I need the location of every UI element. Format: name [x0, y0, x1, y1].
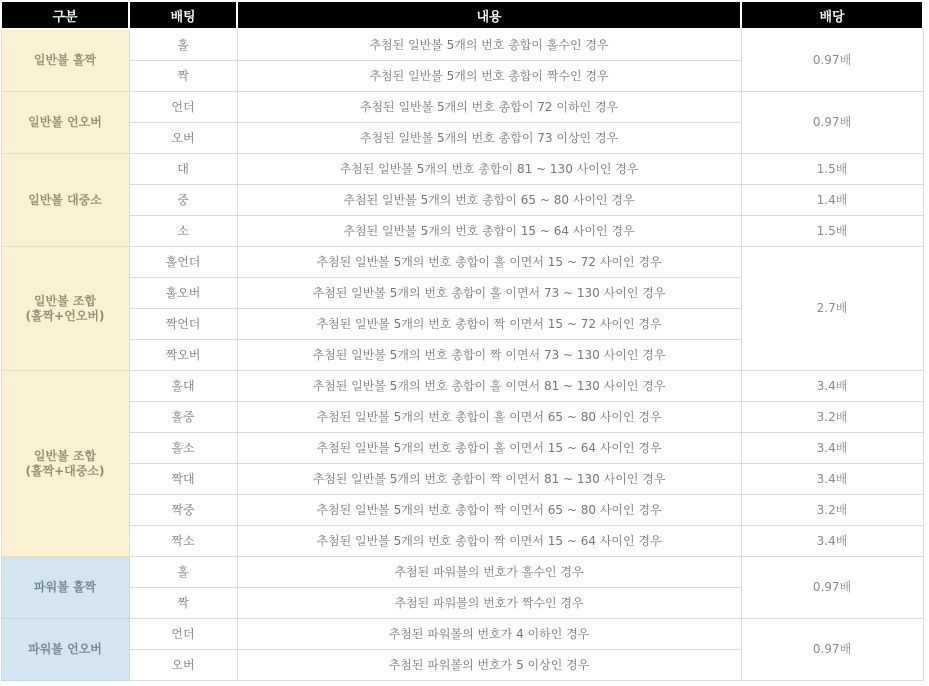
table-row	[1, 185, 923, 216]
table-row	[1, 495, 923, 526]
payout-cell: 1.5배	[741, 216, 923, 247]
table-header-row	[1, 1, 923, 29]
bet-cell: 홀소	[129, 433, 237, 464]
table-row	[1, 154, 923, 185]
header-description: 내용	[237, 1, 741, 29]
payout-cell: 2.7배	[741, 247, 923, 371]
payout-cell: 3.4배	[741, 526, 923, 557]
table-row	[1, 371, 923, 402]
description-cell: 추첨된 일반볼 5개의 번호 총합이 짝 이면서 15 ~ 64 사이인 경우	[237, 526, 741, 557]
category-label: 일반볼 홀짝	[33, 53, 97, 67]
bet-cell: 언더	[129, 92, 237, 123]
bet-cell: 소	[129, 216, 237, 247]
bet-cell: 언더	[129, 619, 237, 650]
category-label: 파워볼 언오버	[28, 642, 102, 656]
bet-cell: 짝	[129, 588, 237, 619]
category-cell	[1, 619, 129, 681]
bet-cell: 오버	[129, 123, 237, 154]
payout-cell: 0.97배	[741, 92, 923, 154]
payout-cell: 0.97배	[741, 29, 923, 92]
payout-cell: 1.5배	[741, 154, 923, 185]
description-cell: 추첨된 일반볼 5개의 번호 총합이 홀 이면서 81 ~ 130 사이인 경우	[237, 371, 741, 402]
bet-cell: 짝대	[129, 464, 237, 495]
bet-cell: 짝언더	[129, 309, 237, 340]
category-label: 파워볼 홀짝	[33, 580, 97, 594]
bet-cell: 짝오버	[129, 340, 237, 371]
description-cell: 추첨된 일반볼 5개의 번호 총합이 15 ~ 64 사이인 경우	[237, 216, 741, 247]
category-label: 일반볼 조합	[33, 293, 97, 308]
payout-cell: 3.4배	[741, 371, 923, 402]
description-cell: 추첨된 파워볼의 번호가 홀수인 경우	[237, 557, 741, 588]
table-row	[1, 216, 923, 247]
description-cell: 추첨된 일반볼 5개의 번호 총합이 홀 이면서 73 ~ 130 사이인 경우	[237, 278, 741, 309]
table-row	[1, 92, 923, 123]
category-label-line2: (홀짝+언오버)	[25, 308, 105, 323]
description-cell: 추첨된 일반볼 5개의 번호 총합이 홀 이면서 15 ~ 64 사이인 경우	[237, 433, 741, 464]
header-payout: 배당	[741, 1, 923, 29]
payout-cell: 3.2배	[741, 495, 923, 526]
description-cell: 추첨된 일반볼 5개의 번호 총합이 짝 이면서 81 ~ 130 사이인 경우	[237, 464, 741, 495]
bet-cell: 홀대	[129, 371, 237, 402]
description-cell: 추첨된 파워볼의 번호가 짝수인 경우	[237, 588, 741, 619]
payout-cell: 1.4배	[741, 185, 923, 216]
bet-cell: 홀언더	[129, 247, 237, 278]
description-cell: 추첨된 파워볼의 번호가 5 이상인 경우	[237, 650, 741, 681]
table-row	[1, 619, 923, 650]
description-cell: 추첨된 일반볼 5개의 번호 총합이 짝 이면서 15 ~ 72 사이인 경우	[237, 309, 741, 340]
description-cell: 추첨된 일반볼 5개의 번호 총합이 73 이상인 경우	[237, 123, 741, 154]
bet-cell: 오버	[129, 650, 237, 681]
category-label: 일반볼 대중소	[28, 192, 102, 207]
category-cell	[1, 247, 129, 371]
bet-cell: 짝	[129, 61, 237, 92]
category-label: 일반볼 언오버	[28, 115, 102, 129]
description-cell: 추첨된 일반볼 5개의 번호 총합이 짝 이면서 65 ~ 80 사이인 경우	[237, 495, 741, 526]
description-cell: 추첨된 파워볼의 번호가 4 이하인 경우	[237, 619, 741, 650]
category-cell	[1, 371, 129, 557]
payout-cell: 3.4배	[741, 464, 923, 495]
bet-cell: 짝중	[129, 495, 237, 526]
header-category: 구분	[1, 1, 129, 29]
table-row	[1, 433, 923, 464]
category-cell	[1, 29, 129, 92]
payout-cell: 3.4배	[741, 433, 923, 464]
bet-cell: 중	[129, 185, 237, 216]
table-row	[1, 557, 923, 588]
category-label: 일반볼 조합	[33, 448, 97, 463]
bet-cell: 홀	[129, 557, 237, 588]
payout-cell: 3.2배	[741, 402, 923, 433]
description-cell: 추첨된 일반볼 5개의 번호 총합이 72 이하인 경우	[237, 92, 741, 123]
table-row	[1, 402, 923, 433]
table-row	[1, 29, 923, 61]
payout-cell: 0.97배	[741, 619, 923, 681]
description-cell: 추첨된 일반볼 5개의 번호 총합이 짝 이면서 73 ~ 130 사이인 경우	[237, 340, 741, 371]
description-cell: 추첨된 일반볼 5개의 번호 총합이 65 ~ 80 사이인 경우	[237, 185, 741, 216]
bet-cell: 대	[129, 154, 237, 185]
table-row	[1, 526, 923, 557]
category-cell	[1, 557, 129, 619]
description-cell: 추첨된 일반볼 5개의 번호 총합이 홀 이면서 65 ~ 80 사이인 경우	[237, 402, 741, 433]
bet-cell: 짝소	[129, 526, 237, 557]
table-row	[1, 247, 923, 278]
description-cell: 추첨된 일반볼 5개의 번호 총합이 81 ~ 130 사이인 경우	[237, 154, 741, 185]
header-bet: 배팅	[129, 1, 237, 29]
description-cell: 추첨된 일반볼 5개의 번호 총합이 홀수인 경우	[237, 29, 741, 61]
payout-cell: 0.97배	[741, 557, 923, 619]
category-cell	[1, 154, 129, 247]
bet-cell: 홀중	[129, 402, 237, 433]
table-row	[1, 464, 923, 495]
category-label-line2: (홀짝+대중소)	[25, 463, 105, 478]
description-cell: 추첨된 일반볼 5개의 번호 총합이 짝수인 경우	[237, 61, 741, 92]
bet-cell: 홀	[129, 29, 237, 61]
odds-table-body	[1, 29, 923, 681]
category-cell	[1, 92, 129, 154]
description-cell: 추첨된 일반볼 5개의 번호 총합이 홀 이면서 15 ~ 72 사이인 경우	[237, 247, 741, 278]
bet-cell: 홀오버	[129, 278, 237, 309]
